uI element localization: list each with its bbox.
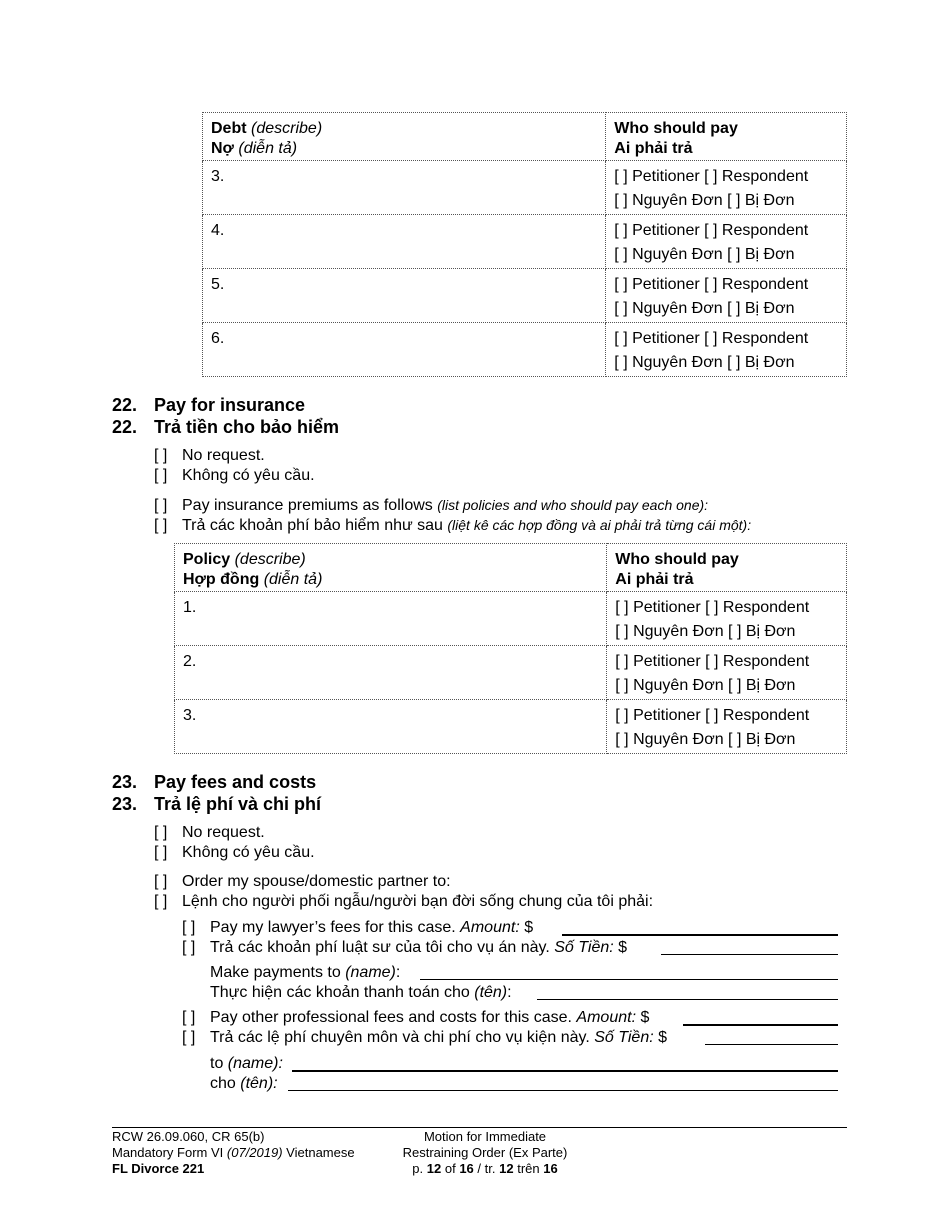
checkbox[interactable]: [ ] [154,893,168,910]
table-row [175,700,847,754]
section-number: 23. [112,794,138,814]
field-label: cho [210,1075,236,1092]
s22-no-request[interactable] [154,446,265,466]
option-label: Order my spouse/domestic partner to: [182,873,451,890]
option-label: Pay my lawyer’s fees for this case. [210,919,456,936]
s23-lawyer-fees[interactable] [182,918,533,938]
table-row [203,161,847,215]
option-label: Không có yêu cầu. [182,844,315,861]
debt-row-num[interactable]: 4. [203,215,606,269]
option-note: (liệt kê các hợp đồng và ai phải trả từng cái một): [447,517,752,533]
field-label-note: (name): [227,1055,283,1072]
footer-title-2: Restraining Order (Ex Parte) [402,1145,568,1160]
debt-head-vi: Nợ [211,140,234,157]
policy-row-num[interactable]: 1. [175,592,607,646]
lawyer-amount-field-vi[interactable] [661,954,838,955]
debt-head-vi-note: (diễn tả) [238,140,298,157]
s23-order[interactable] [154,872,451,892]
who-pays-options[interactable]: [ ] Petitioner [ ] Respondent [614,276,809,293]
page-number-vi: 12 [499,1161,514,1176]
who-pays-options[interactable]: [ ] Petitioner [ ] Respondent [615,653,810,670]
section-23-title-en [112,771,316,793]
dollar-sign: $ [524,919,534,936]
dollar-sign: $ [618,939,628,956]
who-pays-options-vi[interactable]: [ ] Nguyên Đơn [ ] Bị Đơn [615,677,796,694]
footer-mandatory [112,1145,355,1161]
page-total-vi: 16 [543,1161,558,1176]
debt-head-who-vi: Ai phải trả [614,140,693,157]
who-pays-options-vi[interactable]: [ ] Nguyên Đơn [ ] Bị Đơn [615,731,796,748]
s22-premiums[interactable] [154,495,708,516]
checkbox[interactable]: [ ] [154,873,168,890]
checkbox[interactable]: [ ] [154,517,168,534]
page-tren: trên [517,1161,540,1176]
table-row [203,215,847,269]
who-pays-options[interactable]: [ ] Petitioner [ ] Respondent [615,707,810,724]
debt-head-en-note: (describe) [251,120,323,137]
table-row [203,269,847,323]
policy-head-who-vi: Ai phải trả [615,571,694,588]
field-label-note: (name) [345,964,396,981]
option-label: Không có yêu cầu. [182,467,315,484]
payments-name-field-vi[interactable] [537,999,838,1000]
section-number: 23. [112,772,138,792]
s22-premiums-vi[interactable] [154,515,751,536]
policy-table [174,543,847,754]
checkbox[interactable]: [ ] [154,447,168,464]
s23-to-name-vi [210,1074,278,1094]
checkbox[interactable]: [ ] [154,824,168,841]
debt-table [202,112,847,377]
policy-table-header [175,544,847,592]
field-label: Make payments to [210,964,341,981]
footer-mandatory-date: (07/2019) [226,1145,283,1160]
policy-head-en-note: (describe) [234,551,306,568]
footer-mandatory-text: Mandatory Form VI [112,1145,224,1160]
other-amount-field[interactable] [683,1024,838,1026]
s23-make-payments [210,963,400,983]
field-label: Thực hiện các khoản thanh toán cho [210,984,470,1001]
who-pays-options-vi[interactable]: [ ] Nguyên Đơn [ ] Bị Đơn [614,354,795,371]
option-label: Trả các lệ phí chuyên môn và chi phí cho vụ kiện này. [210,1029,590,1046]
s23-no-request[interactable] [154,823,265,843]
page-of: of [444,1161,456,1176]
field-label: to [210,1055,224,1072]
s23-no-request-vi[interactable] [154,843,315,863]
table-row [203,323,847,377]
table-row [175,646,847,700]
debt-head-who-en: Who should pay [614,120,738,137]
policy-head-vi-note: (diễn tả) [263,571,323,588]
footer-divider [112,1127,847,1128]
to-name-field-vi[interactable] [288,1090,838,1091]
payments-name-field[interactable] [420,979,838,980]
field-label-note: (tên) [474,984,508,1001]
page-p: p. [412,1161,424,1176]
amount-label: Số Tiền: [554,939,614,956]
checkbox[interactable]: [ ] [182,1029,196,1046]
who-pays-options[interactable]: [ ] Petitioner [ ] Respondent [614,330,809,347]
lawyer-amount-field[interactable] [562,934,838,936]
who-pays-options-vi[interactable]: [ ] Nguyên Đơn [ ] Bị Đơn [615,623,796,640]
s23-order-vi[interactable] [154,892,653,912]
debt-row-num[interactable]: 3. [203,161,606,215]
section-number: 22. [112,417,138,437]
option-label: No request. [182,447,265,464]
page-number: 12 [426,1161,442,1176]
section-22-title-en [112,394,305,416]
footer-rcw: RCW 26.09.060, CR 65(b) [112,1129,265,1144]
option-label: No request. [182,824,265,841]
debt-row-num[interactable]: 6. [203,323,606,377]
footer-form-id: FL Divorce 221 [112,1161,205,1176]
amount-label: Số Tiền: [594,1029,654,1046]
checkbox[interactable]: [ ] [182,919,196,936]
checkbox[interactable]: [ ] [154,844,168,861]
debt-row-num[interactable]: 5. [203,269,606,323]
section-number: 22. [112,395,138,415]
page-total: 16 [459,1161,474,1176]
who-pays-options-vi[interactable]: [ ] Nguyên Đơn [ ] Bị Đơn [614,192,795,209]
who-pays-options-vi[interactable]: [ ] Nguyên Đơn [ ] Bị Đơn [614,246,795,263]
option-label: Trả các khoản phí bảo hiểm như sau [182,517,443,534]
option-label: Pay insurance premiums as follows [182,497,433,514]
section-title: Trả tiền cho bảo hiểm [154,417,340,437]
field-label-note: (tên): [240,1075,278,1092]
dollar-sign: $ [640,1009,650,1026]
section-title: Pay for insurance [154,395,306,415]
option-note: (list policies and who should pay each one): [437,497,709,513]
checkbox[interactable]: [ ] [154,497,168,514]
other-amount-field-vi[interactable] [705,1044,838,1045]
colon: : [507,984,512,1001]
colon: : [395,964,401,981]
section-22-title-vi [112,416,339,438]
dollar-sign: $ [658,1029,668,1046]
policy-head-who-en: Who should pay [615,551,739,568]
table-row [175,592,847,646]
footer-mandatory-lang: Vietnamese [286,1145,355,1160]
s22-no-request-vi[interactable] [154,466,315,486]
footer-title-1: Motion for Immediate [423,1129,547,1144]
to-name-field[interactable] [292,1070,838,1072]
page-sep: / tr. [477,1161,496,1176]
footer-page [380,1161,590,1177]
checkbox[interactable]: [ ] [182,1009,196,1026]
option-label: Pay other professional fees and costs for this case. [210,1009,572,1026]
debt-head-en: Debt [211,120,247,137]
policy-row-num[interactable]: 2. [175,646,607,700]
who-pays-options[interactable]: [ ] Petitioner [ ] Respondent [615,599,810,616]
checkbox[interactable]: [ ] [154,467,168,484]
section-title: Pay fees and costs [154,772,317,792]
who-pays-options-vi[interactable]: [ ] Nguyên Đơn [ ] Bị Đơn [614,300,795,317]
s23-lawyer-fees-vi[interactable] [182,938,627,958]
amount-label: Amount: [576,1009,637,1026]
section-title: Trả lệ phí và chi phí [154,794,322,814]
amount-label: Amount: [460,919,520,936]
policy-row-num[interactable]: 3. [175,700,607,754]
s23-to-name [210,1054,283,1074]
policy-head-en: Policy [183,551,231,568]
section-23-title-vi [112,793,321,815]
s23-other-fees-vi[interactable] [182,1028,667,1048]
who-pays-options[interactable]: [ ] Petitioner [ ] Respondent [614,168,809,185]
policy-head-vi: Hợp đồng [183,571,260,588]
debt-table-header [203,113,847,161]
who-pays-options[interactable]: [ ] Petitioner [ ] Respondent [614,222,809,239]
checkbox[interactable]: [ ] [182,939,196,956]
s23-make-payments-vi [210,983,512,1003]
option-label: Trả các khoản phí luật sư của tôi cho vụ án này. [210,939,550,956]
s23-other-fees[interactable] [182,1008,649,1028]
option-label: Lệnh cho người phối ngẫu/người bạn đời sống chung của tôi phải: [182,893,654,910]
